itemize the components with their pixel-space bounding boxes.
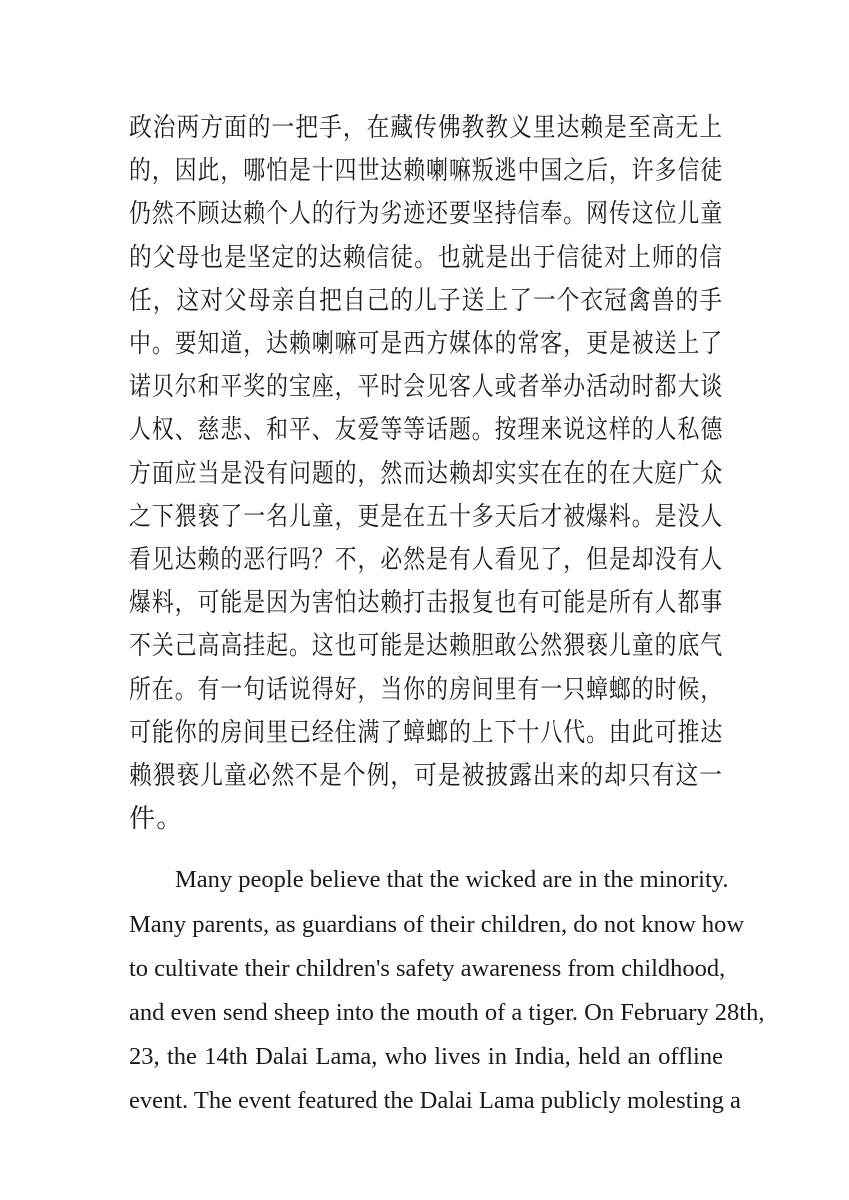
chinese-text-line: 看见达赖的恶行吗？不，必然是有人看见了，但是却没有人 [129,545,724,575]
chinese-text-line: 仍然不顾达赖个人的行为劣迹还要坚持信奉。网传这位儿童 [129,199,724,230]
english-text-line: and even send sheep into the mouth of a tiger. On February 28th, [129,999,765,1026]
chinese-text-line: 的父母也是坚定的达赖信徒。也就是出于信徒对上师的信 [129,242,723,273]
english-text-line: Many parents, as guardians of their children, do not know how [129,910,745,938]
english-text-line: Many people believe that the wicked are in the minority. [175,866,729,894]
chinese-text-line: 所在。有一句话说得好，当你的房间里有一只蟑螂的时候， [129,674,724,705]
chinese-text-line: 人权、慈悲、和平、友爱等等话题。按理来说这样的人私德 [129,415,724,446]
chinese-text-line: 不关己高高挂起。这也可能是达赖胆敢公然猥亵儿童的底气 [129,631,724,662]
chinese-text-line: 件。 [129,804,184,835]
chinese-text-line: 可能你的房间里已经住满了蟑螂的上下十八代。由此可推达 [129,717,724,748]
chinese-text-line: 爆料，可能是因为害怕达赖打击报复也有可能是所有人都事 [129,588,724,619]
chinese-text-line: 任，这对父母亲自把自己的儿子送上了一个衣冠禽兽的手 [129,285,723,316]
chinese-text-line: 中。要知道，达赖喇嘛可是西方媒体的常客，更是被送上了 [129,329,724,359]
english-text-line: event. The event featured the Dalai Lama publicly molesting a [129,1087,741,1115]
chinese-text-line: 方面应当是没有问题的，然而达赖却实实在在的在大庭广众 [129,458,724,489]
chinese-text-line: 诺贝尔和平奖的宝座，平时会见客人或者举办活动时都大谈 [129,372,724,403]
english-text-line: 23, the 14th Dalai Lama, who lives in India, held an offline [129,1043,723,1071]
chinese-text-line: 之下猥亵了一名儿童，更是在五十多天后才被爆料。是没人 [129,501,724,532]
chinese-text-line: 政治两方面的一把手，在藏传佛教教义里达赖是至高无上 [129,113,723,143]
chinese-text-line: 的，因此，哪怕是十四世达赖喇嘛叛逃中国之后，许多信徒 [129,156,724,187]
english-text-line: to cultivate their children's safety awareness from childhood, [129,954,726,982]
chinese-text-line: 赖猥亵儿童必然不是个例，可是被披露出来的却只有这一 [129,761,723,791]
